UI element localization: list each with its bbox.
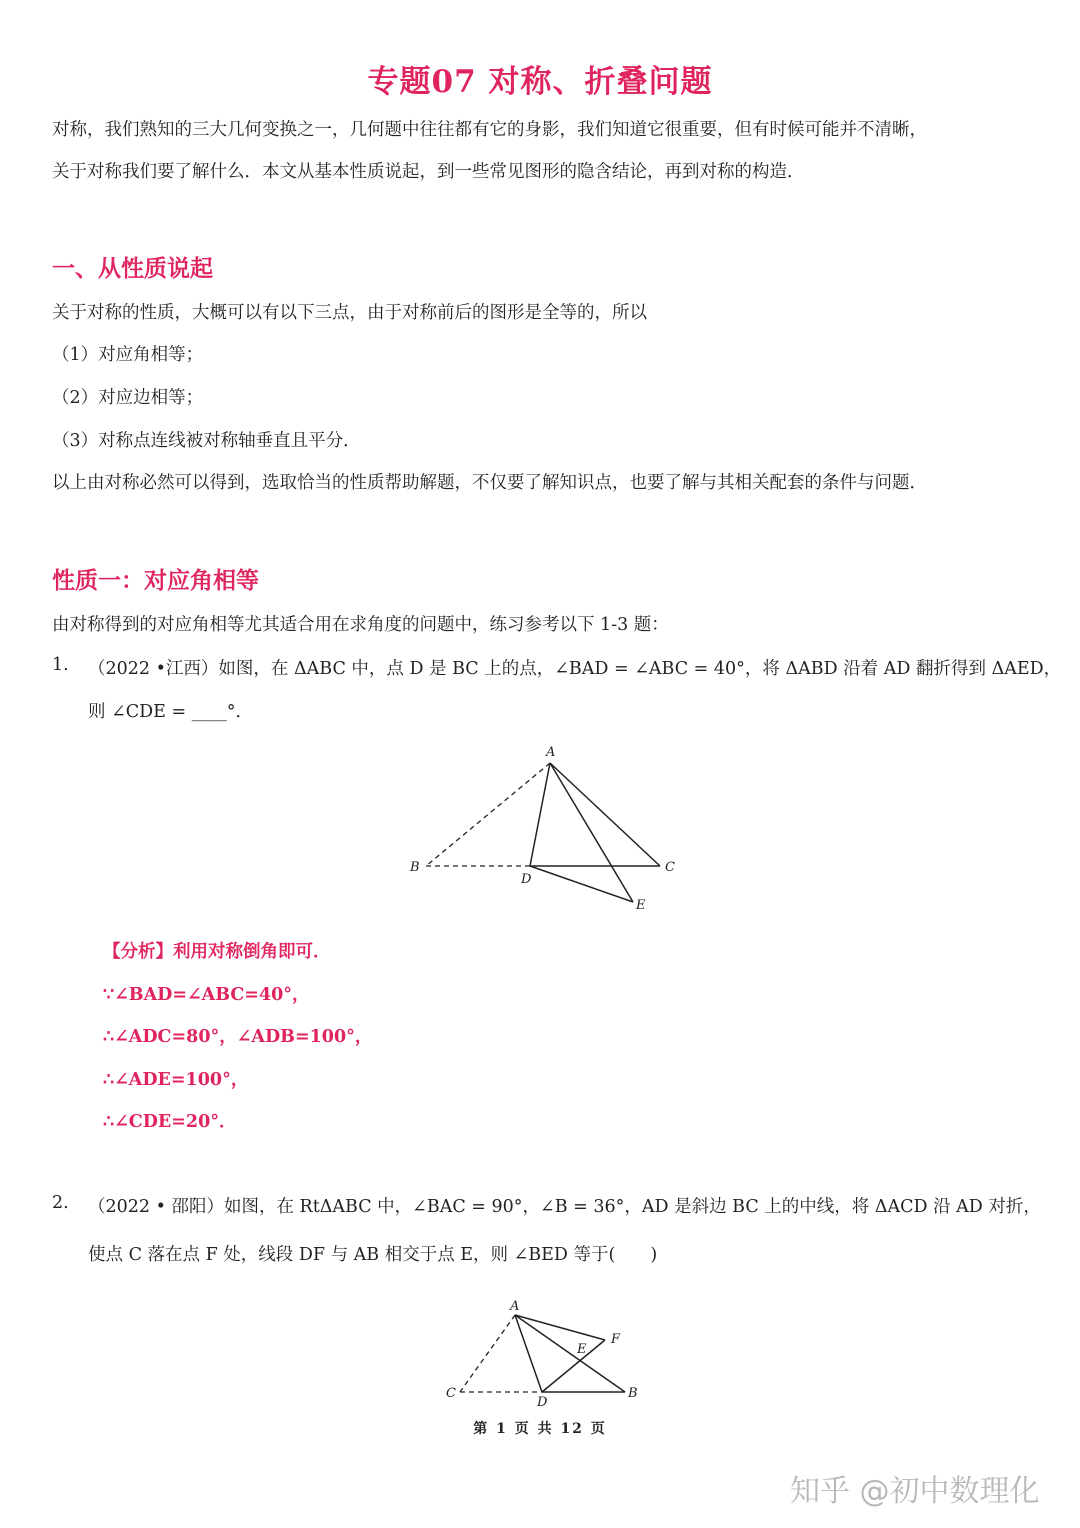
q1-analysis-line: ∴∠ADE=100°， [103, 1070, 249, 1090]
watermark: 知乎 @初中数理化 [790, 1474, 1040, 1509]
property1-intro: 由对称得到的对应角相等尤其适合用在求角度的问题中，练习参考以下 1-3 题： [52, 615, 669, 635]
q2-number: 2. [52, 1193, 69, 1213]
section1-heading: 一、从性质说起 [52, 255, 213, 282]
page-footer: 第 1 页 共 12 页 [473, 1421, 607, 1437]
q1-analysis-line: 【分析】利用对称倒角即可． [103, 942, 331, 962]
section1-line: （2）对应边相等； [52, 388, 204, 408]
section1-line: 关于对称的性质，大概可以有以下三点，由于对称前后的图形是全等的，所以 [52, 303, 647, 323]
q2-label-a: A [510, 1299, 520, 1314]
q1-line-1: （2022 •江西）如图，在 ΔABC 中，点 D 是 BC 上的点，∠BAD = ∠ABC = 40°，将 ΔABD 沿着 AD 翻折得到 ΔAED， [88, 659, 1062, 679]
q1-number: 1. [52, 655, 69, 675]
q1-figure [400, 735, 700, 920]
q1-label-b: B [410, 860, 420, 875]
q2-figure [440, 1295, 650, 1410]
q1-analysis-line: ∴∠CDE=20°． [103, 1112, 237, 1132]
intro-line-2: 关于对称我们要了解什么．本文从基本性质说起，到一些常见图形的隐含结论，再到对称的构造． [52, 162, 805, 182]
q2-label-b: B [628, 1386, 638, 1401]
section1-line: 以上由对称必然可以得到，选取恰当的性质帮助解题，不仅要了解知识点，也要了解与其相关配套的条件与问题． [52, 473, 927, 493]
section1-line: （1）对应角相等； [52, 345, 204, 365]
q1-label-a: A [546, 745, 556, 760]
q2-line-1: （2022 • 邵阳）如图，在 RtΔABC 中，∠BAC = 90°，∠B = 36°，AD 是斜边 BC 上的中线，将 ΔACD 沿 AD 对折， [88, 1197, 1041, 1217]
intro-line-1: 对称，我们熟知的三大几何变换之一，几何题中往往都有它的身影，我们知道它很重要，但有时候可能并不清晰， [52, 120, 927, 140]
q1-analysis-line: ∴∠ADC=80°，∠ADB=100°， [103, 1027, 373, 1047]
q1-label-d: D [521, 872, 532, 887]
q1-label-e: E [636, 898, 646, 913]
page-title: 专题07 对称、折叠问题 [367, 64, 713, 100]
section1-line: （3）对称点连线被对称轴垂直且平分． [52, 431, 361, 451]
q2-label-c: C [446, 1386, 456, 1401]
q2-label-d: D [537, 1395, 548, 1410]
q1-analysis-line: ∵∠BAD=∠ABC=40°， [103, 985, 310, 1005]
q2-line-2: 使点 C 落在点 F 处，线段 DF 与 AB 相交于点 E，则 ∠BED 等于( ) [88, 1245, 658, 1265]
q2-label-e: E [577, 1342, 587, 1357]
q2-label-f: F [611, 1332, 621, 1347]
property1-heading: 性质一：对应角相等 [52, 567, 259, 594]
q1-line-2: 则 ∠CDE = ____°． [88, 702, 253, 722]
q1-label-c: C [665, 860, 675, 875]
